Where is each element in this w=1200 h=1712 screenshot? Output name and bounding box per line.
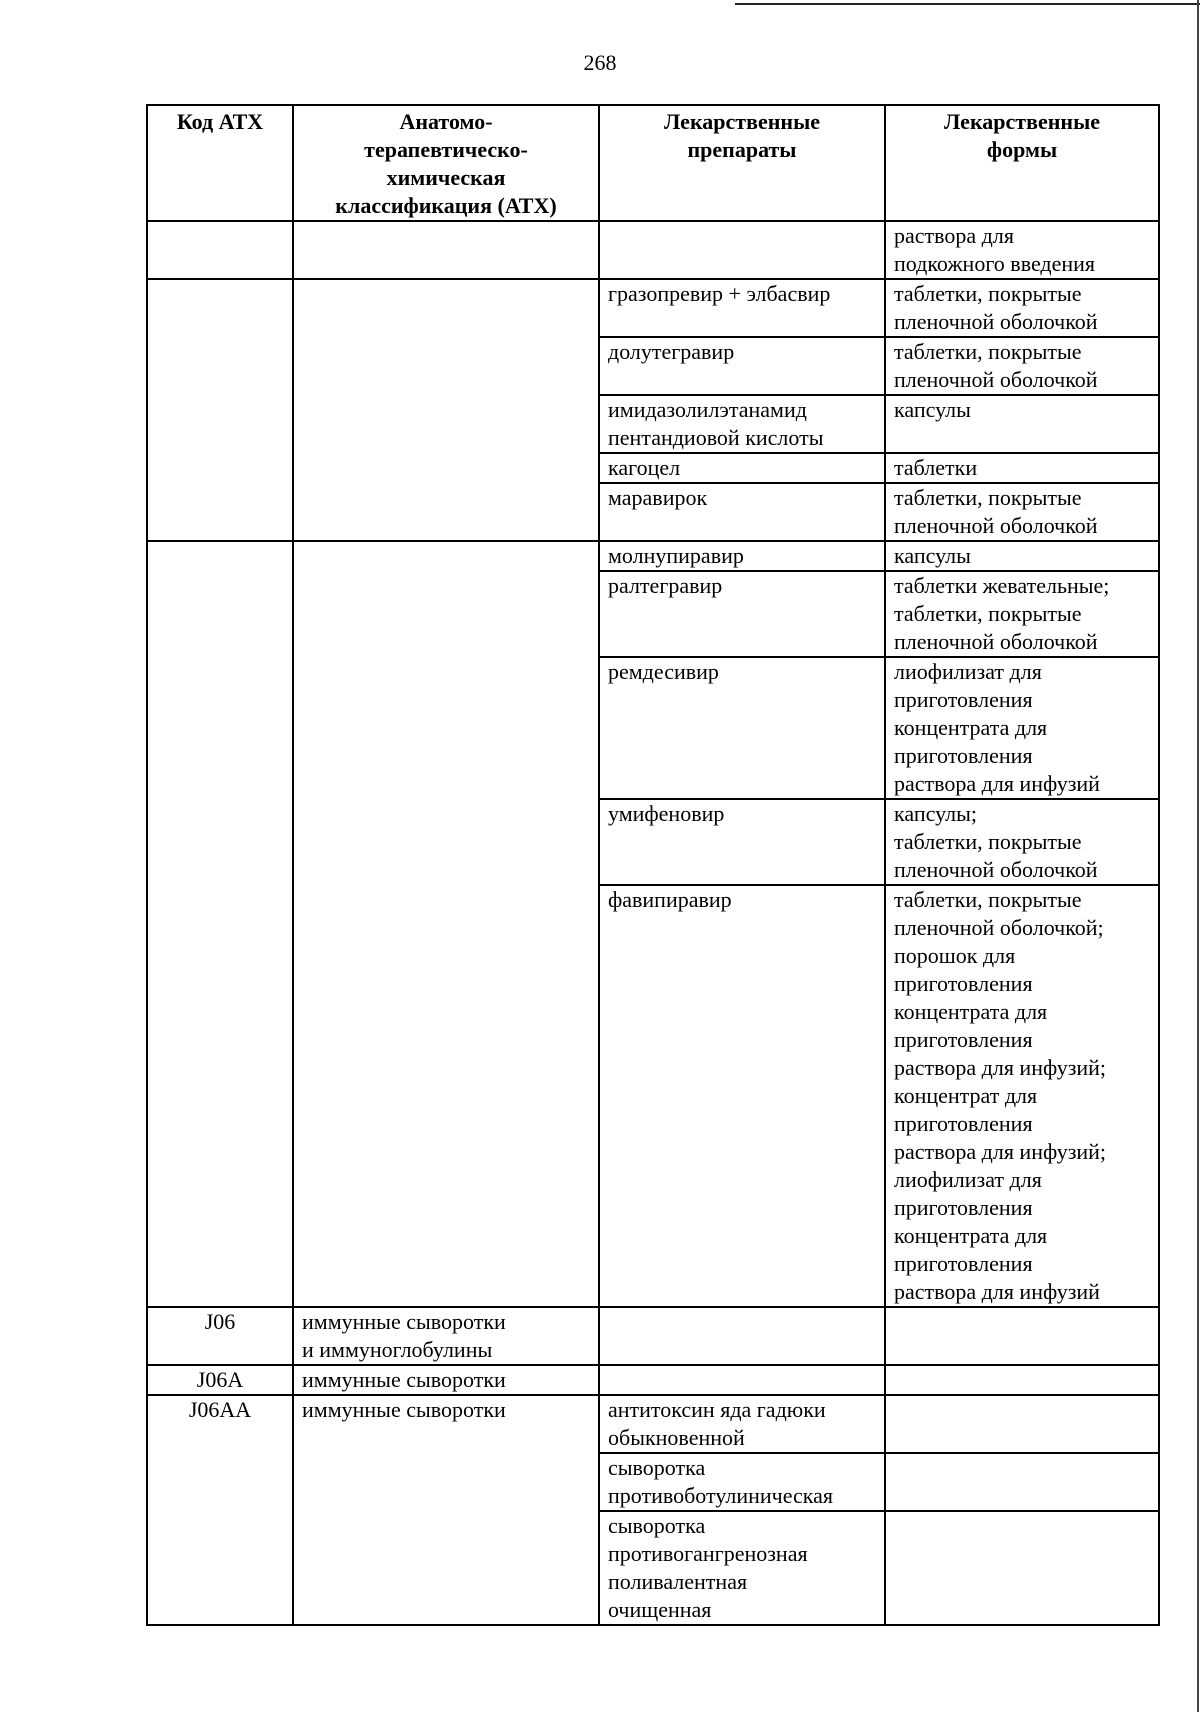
atx-code-cell: J06A [147, 1365, 293, 1395]
drug-cell: ремдесивир [599, 657, 885, 799]
atx-code-cell: J06 [147, 1307, 293, 1365]
form-cell: таблетки жевательные; таблетки, покрытые пленочной оболочкой [885, 571, 1159, 657]
form-cell [885, 1453, 1159, 1511]
table-row [147, 279, 1159, 337]
form-cell: лиофилизат для приготовления концентрата для приготовления раствора для инфузий [885, 657, 1159, 799]
header-drugs: Лекарственные препараты [599, 105, 885, 221]
table-row [147, 1307, 1159, 1365]
atx-code-cell [147, 541, 293, 1307]
form-cell [885, 1307, 1159, 1365]
drug-cell [599, 1307, 885, 1365]
drug-cell: кагоцел [599, 453, 885, 483]
drug-cell: гразопревир + элбасвир [599, 279, 885, 337]
atx-code-cell [147, 221, 293, 279]
drug-cell: долутегравир [599, 337, 885, 395]
drug-cell [599, 1365, 885, 1395]
form-cell: таблетки, покрытые пленочной оболочкой [885, 483, 1159, 541]
atx-class-cell: иммунные сыворотки [293, 1395, 599, 1625]
atx-code-cell: J06AA [147, 1395, 293, 1625]
drug-cell: сыворотка противоботулиническая [599, 1453, 885, 1511]
table-row [147, 1395, 1159, 1453]
form-cell: таблетки, покрытые пленочной оболочкой [885, 279, 1159, 337]
atx-class-cell: иммунные сыворотки и иммуноглобулины [293, 1307, 599, 1365]
header-dosage-forms: Лекарственные формы [885, 105, 1159, 221]
atx-class-cell [293, 541, 599, 1307]
table-row [147, 541, 1159, 571]
drug-cell: антитоксин яда гадюки обыкновенной [599, 1395, 885, 1453]
form-cell: таблетки, покрытые пленочной оболочкой [885, 337, 1159, 395]
drug-cell: ралтегравир [599, 571, 885, 657]
scan-edge-top [735, 3, 1200, 5]
drug-cell: молнупиравир [599, 541, 885, 571]
drug-cell: сыворотка противогангренозная поливалентная очищенная [599, 1511, 885, 1625]
form-cell [885, 1511, 1159, 1625]
form-cell: таблетки, покрытые пленочной оболочкой; порошок для приготовления концентрата для приготовления раствора для инфузий; концентрат для приготовления раствора для инфузий; лиофилизат для приготовления концентрата для приготовления раствора для инфузий [885, 885, 1159, 1307]
form-cell: раствора для подкожного введения [885, 221, 1159, 279]
drug-cell: имидазолилэтанамид пентандиовой кислоты [599, 395, 885, 453]
form-cell [885, 1395, 1159, 1453]
form-cell: капсулы; таблетки, покрытые пленочной оболочкой [885, 799, 1159, 885]
form-cell: капсулы [885, 541, 1159, 571]
drug-cell [599, 221, 885, 279]
header-atx-classification: Анатомо- терапевтическо- химическая классификация (АТХ) [293, 105, 599, 221]
page-number: 268 [583, 50, 617, 75]
form-cell [885, 1365, 1159, 1395]
drug-cell: умифеновир [599, 799, 885, 885]
form-cell: таблетки [885, 453, 1159, 483]
scan-edge-right [1197, 0, 1199, 1712]
atx-class-cell [293, 279, 599, 541]
form-cell: капсулы [885, 395, 1159, 453]
table-row [147, 1365, 1159, 1395]
table-row [147, 221, 1159, 279]
table-header-row [147, 105, 1159, 221]
atx-class-cell: иммунные сыворотки [293, 1365, 599, 1395]
atx-class-cell [293, 221, 599, 279]
header-atx-code: Код АТХ [147, 105, 293, 221]
atx-code-cell [147, 279, 293, 541]
drug-cell: маравирок [599, 483, 885, 541]
drug-cell: фавипиравир [599, 885, 885, 1307]
atx-table [146, 104, 1160, 1626]
